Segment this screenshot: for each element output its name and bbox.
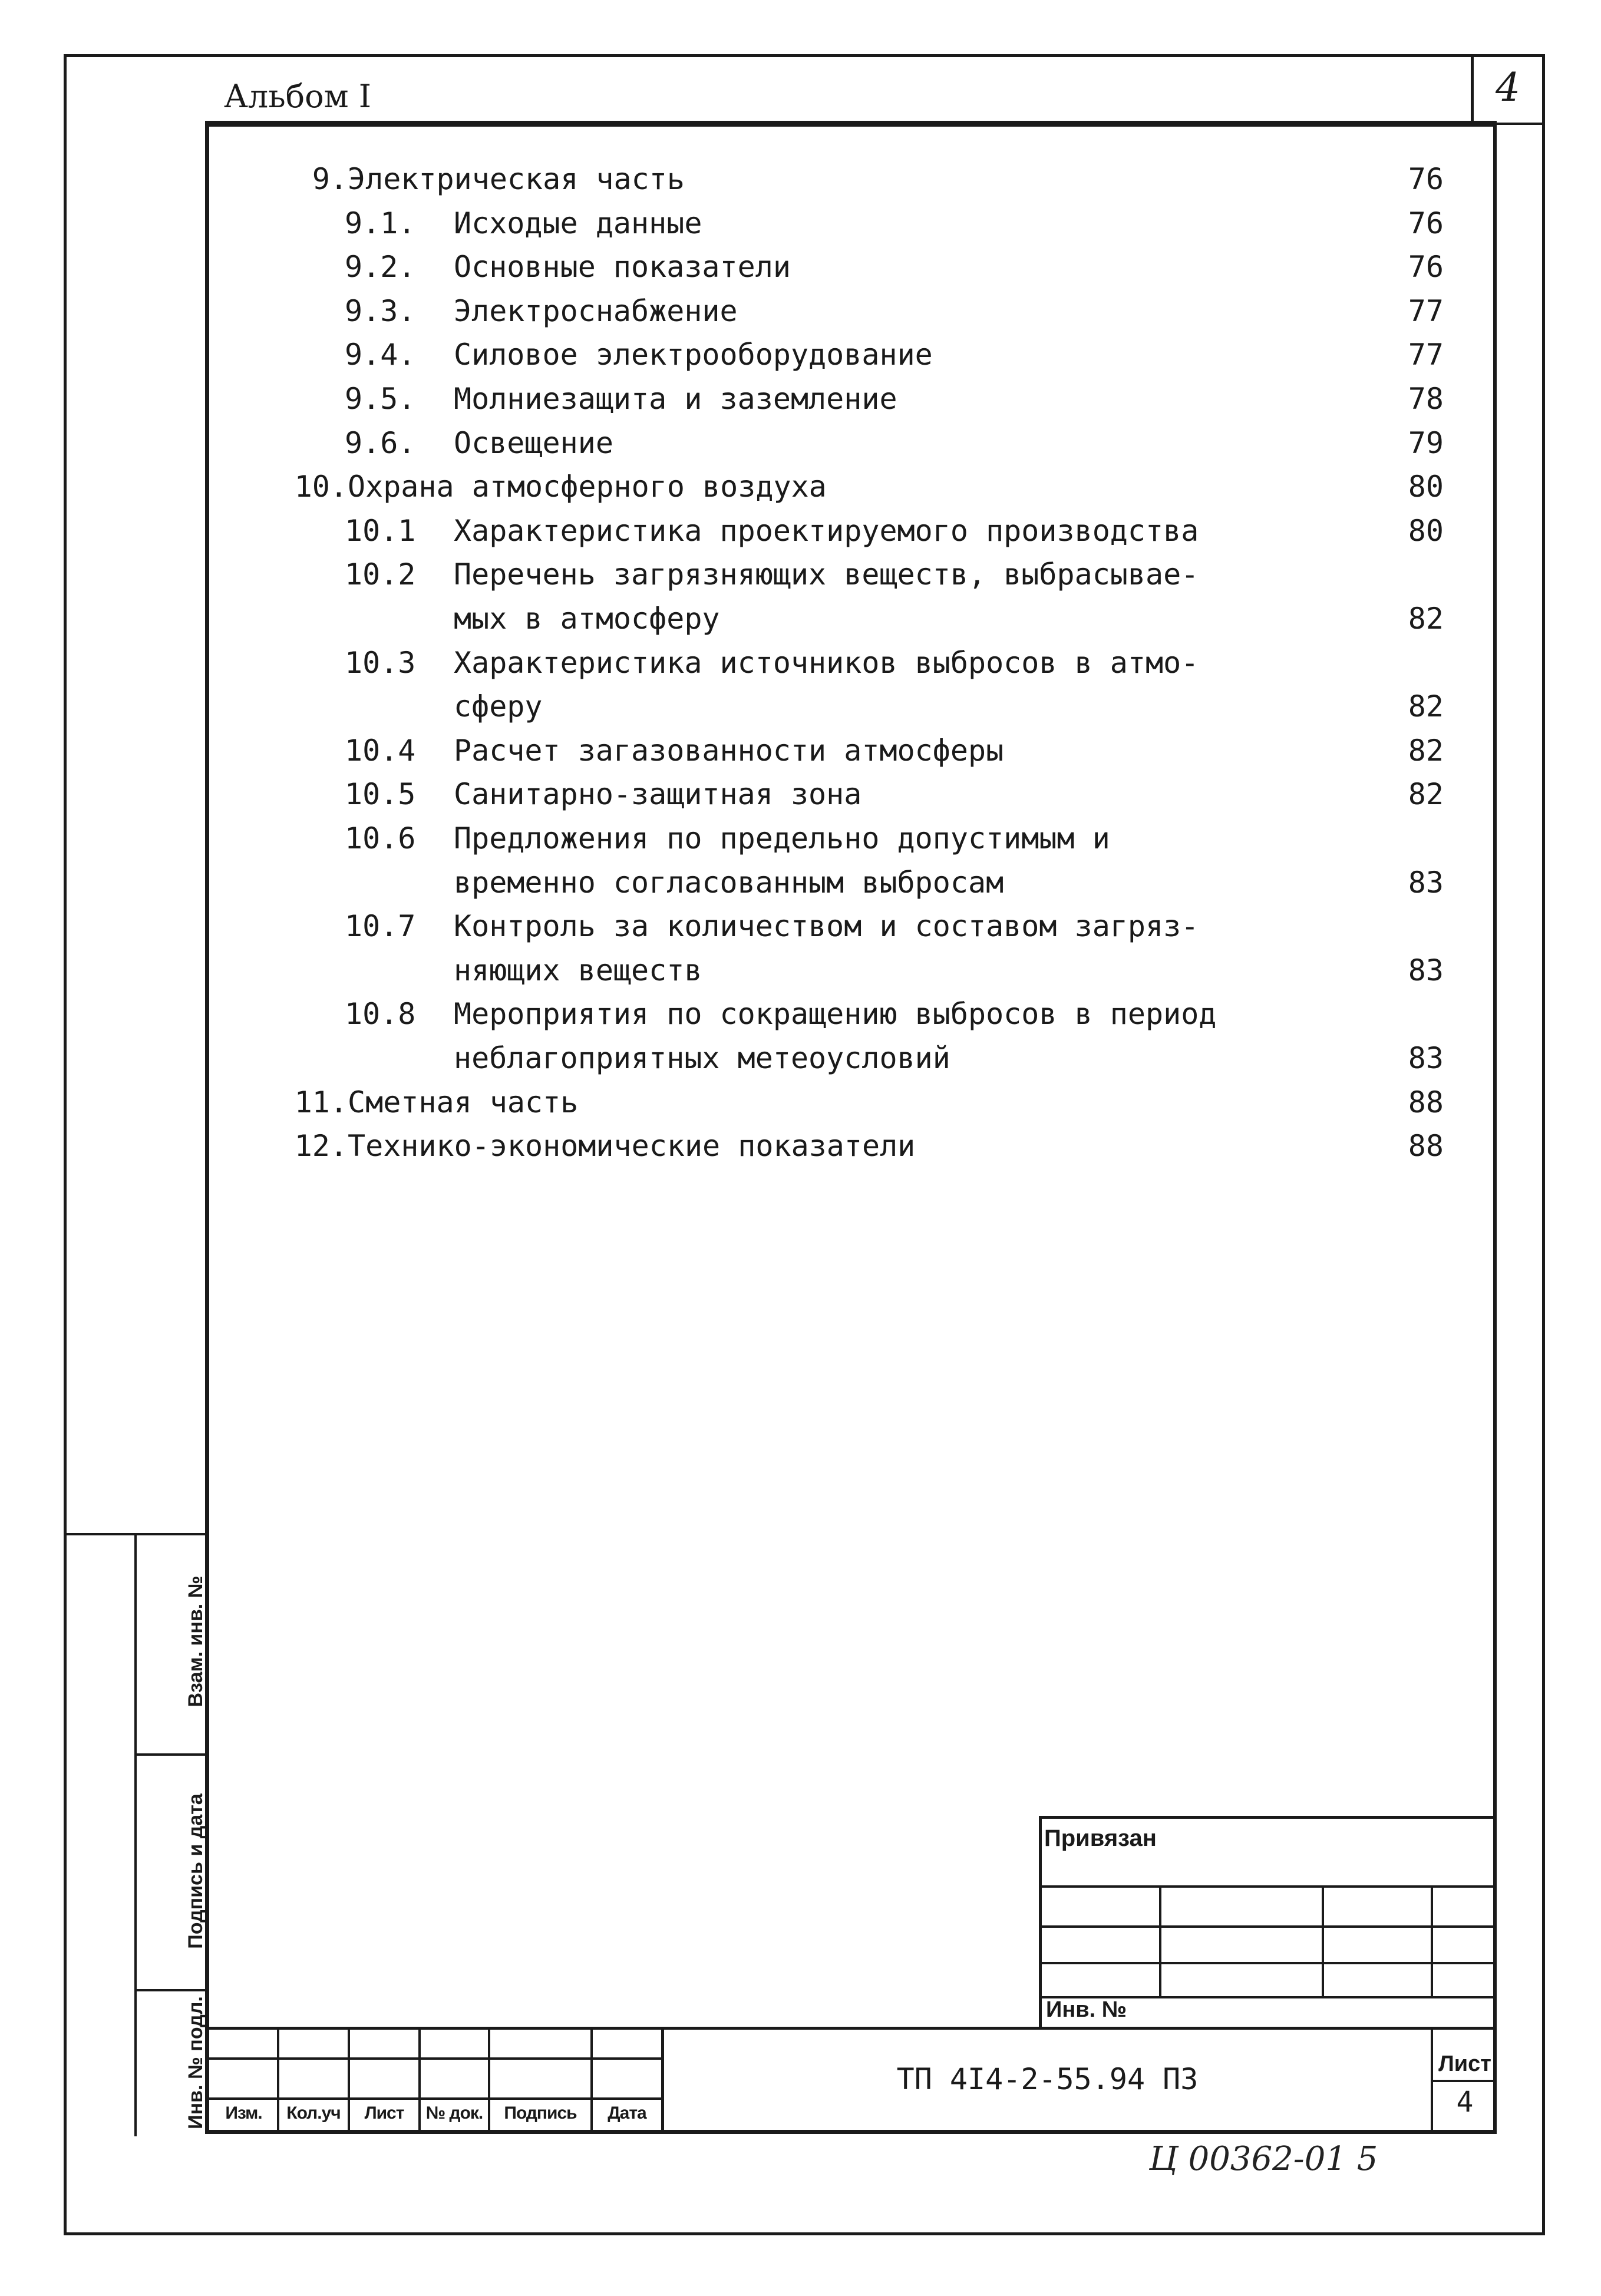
top-sheet-number: 4 xyxy=(1496,65,1520,110)
toc-entry-page: 82 xyxy=(1408,689,1444,724)
toc-entry-page: 83 xyxy=(1408,1041,1444,1075)
toc-entry-number: 9.4. xyxy=(345,338,416,372)
toc-entry-page: 83 xyxy=(1408,865,1444,900)
stamp-original-inventory: Инв. № подл. xyxy=(184,1996,207,2129)
column-change: Изм. xyxy=(225,2103,262,2123)
toc-entry-title: Технико-экономические показатели xyxy=(348,1129,916,1164)
toc-entry-page: 88 xyxy=(1408,1085,1444,1119)
toc-entry-title: Охрана атмосферного воздуха xyxy=(348,470,827,504)
inventory-number-label: Инв. № xyxy=(1046,1997,1127,2022)
toc-entry-page: 80 xyxy=(1408,513,1444,548)
toc-entry-number: 10.1 xyxy=(345,513,416,548)
toc-entry-page: 88 xyxy=(1408,1129,1444,1164)
toc-entry-title: Электрическая часть xyxy=(348,162,685,196)
toc-entry xyxy=(0,333,1601,377)
toc-entry-number: 10.7 xyxy=(345,909,416,944)
toc-entry-number: 10.8 xyxy=(345,997,416,1032)
toc-entry-title: Сметная часть xyxy=(348,1085,579,1119)
toc-entry-number: 11. xyxy=(294,1085,348,1119)
toc-entry-number: 9.2. xyxy=(345,250,416,285)
toc-entry-title: няющих веществ xyxy=(454,953,702,987)
toc-entry xyxy=(0,509,1601,553)
toc-entry-title: Характеристика источников выбросов в атмо- xyxy=(454,645,1199,680)
toc-entry-number: 10.3 xyxy=(345,645,416,680)
toc-entry xyxy=(0,685,1601,729)
album-label: Альбом I xyxy=(224,78,372,115)
toc-entry xyxy=(0,817,1601,861)
toc-entry-title: Силовое электрооборудование xyxy=(454,338,933,372)
toc-entry xyxy=(0,641,1601,685)
archive-number: Ц 00362-01 5 xyxy=(1149,2140,1378,2178)
toc-entry-number: 12. xyxy=(294,1129,348,1164)
toc-entry-title: Характеристика проектируемого производства xyxy=(454,513,1199,548)
toc-entry-title: Санитарно-защитная зона xyxy=(454,777,862,812)
toc-entry-number: 9.5. xyxy=(345,382,416,416)
column-quantity: Кол.уч xyxy=(286,2103,341,2123)
toc-entry xyxy=(0,861,1601,905)
toc-entry-number: 9.3. xyxy=(345,293,416,328)
toc-entry xyxy=(0,157,1601,201)
toc-entry-title: Молниезащита и заземление xyxy=(454,382,897,416)
toc-entry xyxy=(0,992,1601,1036)
toc-entry-title: Контроль за количеством и составом загряз- xyxy=(454,909,1199,944)
tied-label: Привязан xyxy=(1044,1825,1157,1851)
toc-entry xyxy=(0,465,1601,509)
toc-entry xyxy=(0,729,1601,773)
toc-entry-page: 82 xyxy=(1408,602,1444,636)
toc-entry-number: 10.6 xyxy=(345,821,416,855)
toc-entry-title: Перечень загрязняющих веществ, выбрасывае- xyxy=(454,557,1199,592)
toc-entry xyxy=(0,201,1601,246)
toc-entry-number: 9.1. xyxy=(345,206,416,240)
stamp-signature-date: Подпись и дата xyxy=(184,1793,207,1949)
toc-entry-page: 76 xyxy=(1408,162,1444,196)
toc-entry-title: мых в атмосферу xyxy=(454,602,720,636)
toc-entry-title: Исходые данные xyxy=(454,206,702,240)
toc-entry xyxy=(0,1036,1601,1081)
toc-entry xyxy=(0,949,1601,993)
toc-entry-title: неблагоприятных метеоусловий xyxy=(454,1041,950,1075)
toc-entry xyxy=(0,289,1601,333)
toc-entry-title: Предложения по предельно допустимым и xyxy=(454,821,1110,855)
sheet-label: Лист xyxy=(1438,2051,1491,2076)
toc-entry-page: 76 xyxy=(1408,250,1444,285)
toc-entry-page: 77 xyxy=(1408,338,1444,372)
column-document-number: № док. xyxy=(425,2103,483,2123)
toc-entry-page: 82 xyxy=(1408,733,1444,768)
sheet-value: 4 xyxy=(1456,2086,1474,2119)
toc-entry-page: 79 xyxy=(1408,425,1444,460)
toc-entry xyxy=(0,245,1601,289)
toc-entry-number: 10.5 xyxy=(345,777,416,812)
toc-entry-page: 77 xyxy=(1408,293,1444,328)
toc-entry-number: 10.2 xyxy=(345,557,416,592)
toc-entry xyxy=(0,1124,1601,1168)
toc-entry xyxy=(0,553,1601,597)
toc-entry-title: Освещение xyxy=(454,425,613,460)
toc-entry-page: 78 xyxy=(1408,382,1444,416)
toc-entry-title: Мероприятия по сокращению выбросов в период xyxy=(454,997,1217,1032)
toc-entry-page: 76 xyxy=(1408,206,1444,240)
toc-entry-title: Электроснабжение xyxy=(454,293,738,328)
toc-entry xyxy=(0,597,1601,641)
toc-entry xyxy=(0,772,1601,817)
toc-entry xyxy=(0,377,1601,421)
toc-entry-page: 83 xyxy=(1408,953,1444,987)
toc-entry-title: Основные показатели xyxy=(454,250,791,285)
toc-entry xyxy=(0,421,1601,465)
column-sheet: Лист xyxy=(364,2103,404,2123)
column-date: Дата xyxy=(608,2103,646,2123)
toc-entry-page: 82 xyxy=(1408,777,1444,812)
toc-entry-number: 10. xyxy=(294,470,348,504)
document-code: ТП 4I4-2-55.94 ПЗ xyxy=(896,2062,1199,2096)
column-signature: Подпись xyxy=(504,2103,577,2123)
toc-entry-number: 9.6. xyxy=(345,425,416,460)
binding-stamp xyxy=(64,1533,205,2134)
toc-entry-number: 10.4 xyxy=(345,733,416,768)
toc-entry-number: 9. xyxy=(312,162,348,196)
toc-entry-title: сферу xyxy=(454,689,543,724)
toc-entry-title: временно согласованным выбросам xyxy=(454,865,1004,900)
toc-entry-title: Расчет загазованности атмосферы xyxy=(454,733,1004,768)
toc-entry xyxy=(0,1081,1601,1125)
stamp-replacement-inventory: Взам. инв. № xyxy=(184,1575,207,1707)
toc-entry xyxy=(0,904,1601,949)
toc-entry-page: 80 xyxy=(1408,470,1444,504)
